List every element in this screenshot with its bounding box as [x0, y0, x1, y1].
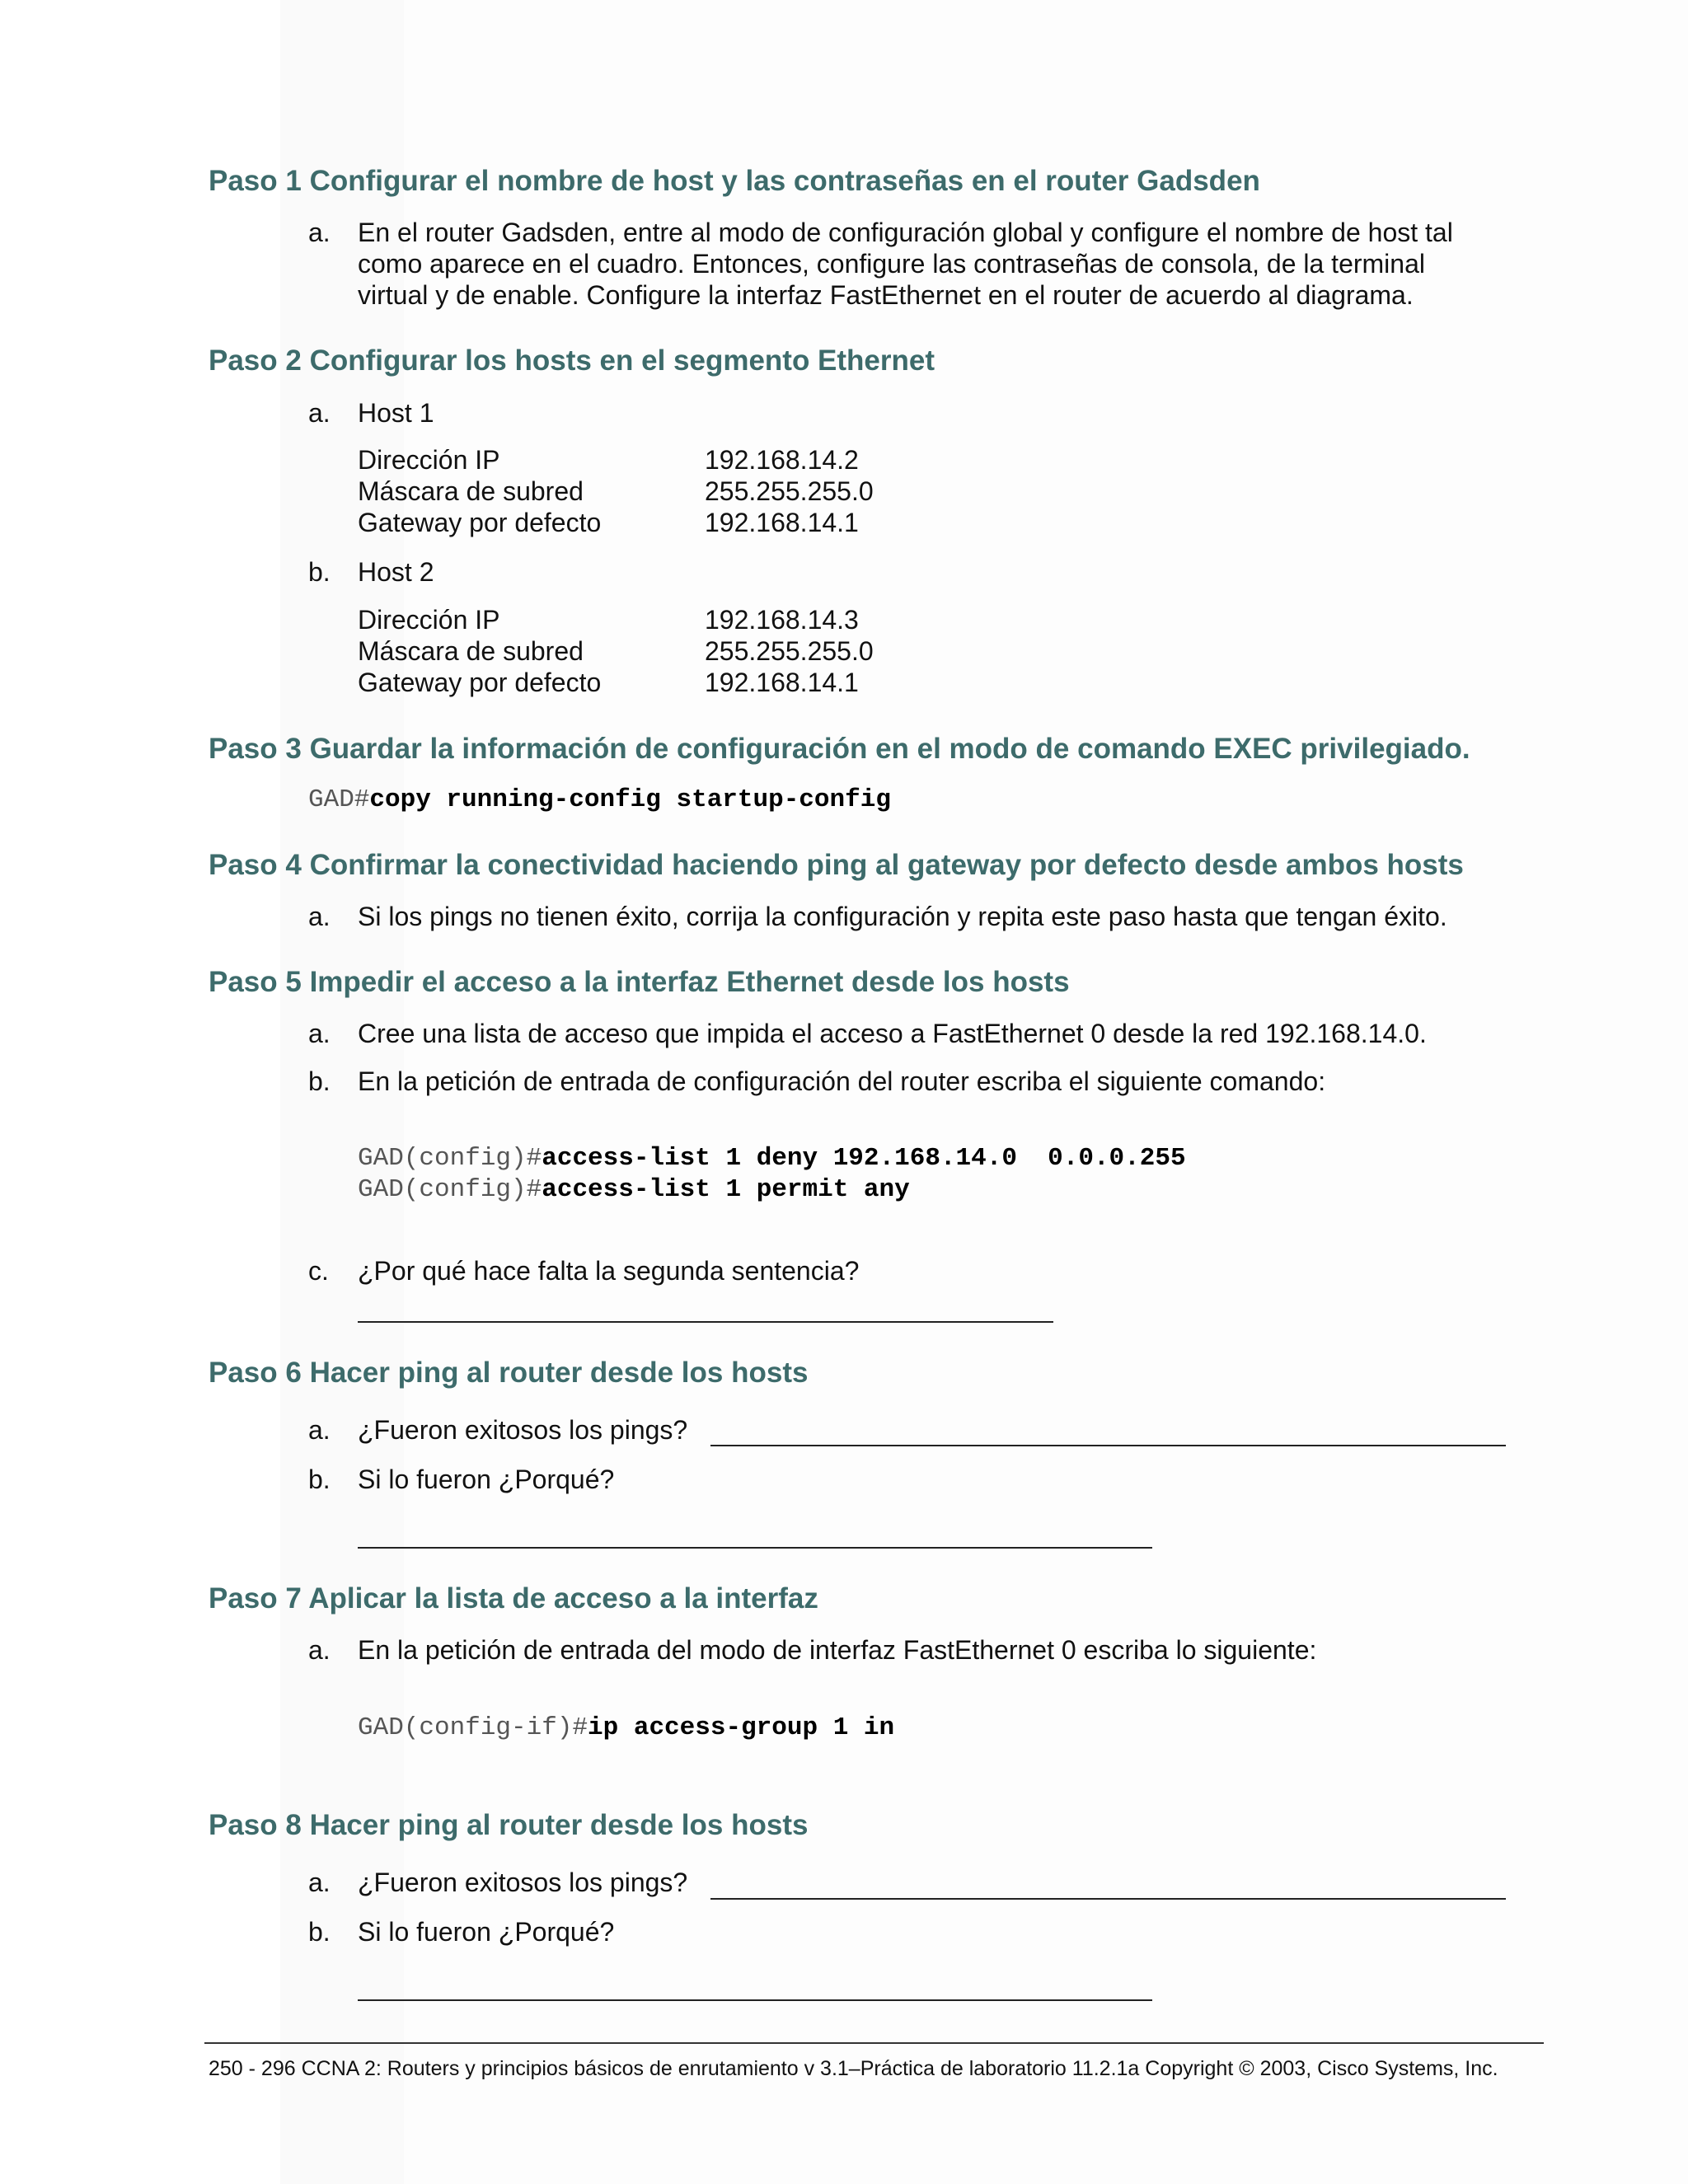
step-1-a-label: a.: [308, 218, 331, 247]
host-2-mask-label: Máscara de subred: [358, 636, 584, 666]
step-6-b-text: Si lo fueron ¿Porqué?: [358, 1465, 615, 1494]
step-8-a-text: ¿Fueron exitosos los pings?: [358, 1868, 688, 1897]
footer-rule: [204, 2042, 1544, 2044]
step-8-heading: Paso 8 Hacer ping al router desde los hosts: [209, 1809, 809, 1841]
step-1-a-line-2: como aparece en el cuadro. Entonces, configure las contraseñas de consola, de la terminal: [358, 249, 1425, 279]
step-1-a-line-1: En el router Gadsden, entre al modo de configuración global y configure el nombre de host tal: [358, 218, 1453, 247]
step-1-a-line-3: virtual y de enable. Configure la interfaz FastEthernet en el router de acuerdo al diagrama.: [358, 280, 1414, 310]
page-footer: 250 - 296 CCNA 2: Routers y principios básicos de enrutamiento v 3.1–Práctica de laboratorio 11.2.1a Copyright © 2003, Cisco Systems, Inc.: [209, 2057, 1498, 2080]
step-8-b-label: b.: [308, 1917, 331, 1947]
step-7-heading: Paso 7 Aplicar la lista de acceso a la interfaz: [209, 1582, 818, 1615]
host-2-name: Host 2: [358, 557, 434, 587]
step-4-a-label: a.: [308, 902, 331, 931]
step-5-c-label: c.: [308, 1256, 329, 1286]
host-2-ip-value: 192.168.14.3: [705, 605, 859, 635]
host-1-name: Host 1: [358, 398, 434, 428]
cli-prompt: GAD(config-if)#: [358, 1713, 588, 1742]
step-4-a-text: Si los pings no tienen éxito, corrija la configuración y repita este paso hasta que tengan éxito.: [358, 902, 1447, 931]
step-5-b-label: b.: [308, 1066, 331, 1096]
host-1-mask-value: 255.255.255.0: [705, 476, 874, 506]
host-1-gateway-value: 192.168.14.1: [705, 508, 859, 537]
cli-command: ip access-group 1 in: [588, 1713, 895, 1742]
host-2-gateway-value: 192.168.14.1: [705, 668, 859, 697]
cli-command: access-list 1 permit any: [542, 1175, 910, 1204]
step-6-a-answer-line[interactable]: [710, 1445, 1506, 1446]
step-8-b-answer-line[interactable]: [358, 1999, 1152, 2001]
step-5-a-text: Cree una lista de acceso que impida el acceso a FastEthernet 0 desde la red 192.168.14.0.: [358, 1019, 1427, 1048]
host-2-ip-label: Dirección IP: [358, 605, 500, 635]
step-5-b-text: En la petición de entrada de configuración del router escriba el siguiente comando:: [358, 1066, 1326, 1096]
step-4-heading: Paso 4 Confirmar la conectividad haciendo ping al gateway por defecto desde ambos hosts: [209, 849, 1464, 881]
step-6-heading: Paso 6 Hacer ping al router desde los hosts: [209, 1357, 809, 1389]
host-1-mask-label: Máscara de subred: [358, 476, 584, 506]
step-7-command-line: [358, 1713, 894, 1742]
step-7-a-text: En la petición de entrada del modo de interfaz FastEthernet 0 escriba lo siguiente:: [358, 1635, 1317, 1665]
step-6-b-label: b.: [308, 1465, 331, 1494]
step-5-heading: Paso 5 Impedir el acceso a la interfaz Ethernet desde los hosts: [209, 966, 1070, 998]
cli-prompt: GAD#: [308, 785, 370, 814]
cli-prompt: GAD(config)#: [358, 1175, 542, 1204]
step-8-a-answer-line[interactable]: [710, 1898, 1506, 1900]
host-1-gateway-label: Gateway por defecto: [358, 508, 602, 537]
host-1-label: a.: [308, 398, 331, 428]
host-2-gateway-label: Gateway por defecto: [358, 668, 602, 697]
step-6-b-answer-line[interactable]: [358, 1547, 1152, 1549]
step-3-command-line: [308, 785, 891, 814]
host-2-label: b.: [308, 557, 331, 587]
step-5-command-line-2: [358, 1175, 910, 1204]
host-1-ip-value: 192.168.14.2: [705, 445, 859, 475]
step-2-heading: Paso 2 Configurar los hosts en el segmento Ethernet: [209, 344, 935, 377]
step-3-heading: Paso 3 Guardar la información de configuración en el modo de comando EXEC privilegiado.: [209, 733, 1470, 765]
cli-command: copy running-config startup-config: [369, 785, 891, 814]
step-5-c-text: ¿Por qué hace falta la segunda sentencia?: [358, 1256, 860, 1286]
step-5-c-answer-line[interactable]: [358, 1321, 1053, 1323]
step-8-a-label: a.: [308, 1868, 331, 1897]
step-6-a-label: a.: [308, 1415, 331, 1445]
step-6-a-text: ¿Fueron exitosos los pings?: [358, 1415, 688, 1445]
step-7-a-label: a.: [308, 1635, 331, 1665]
step-1-heading: Paso 1 Configurar el nombre de host y las contraseñas en el router Gadsden: [209, 165, 1260, 197]
step-5-a-label: a.: [308, 1019, 331, 1048]
cli-command: access-list 1 deny 192.168.14.0 0.0.0.255: [542, 1144, 1186, 1173]
cli-prompt: GAD(config)#: [358, 1144, 542, 1173]
host-1-ip-label: Dirección IP: [358, 445, 500, 475]
step-5-command-line-1: [358, 1144, 1186, 1173]
host-2-mask-value: 255.255.255.0: [705, 636, 874, 666]
step-8-b-text: Si lo fueron ¿Porqué?: [358, 1917, 615, 1947]
